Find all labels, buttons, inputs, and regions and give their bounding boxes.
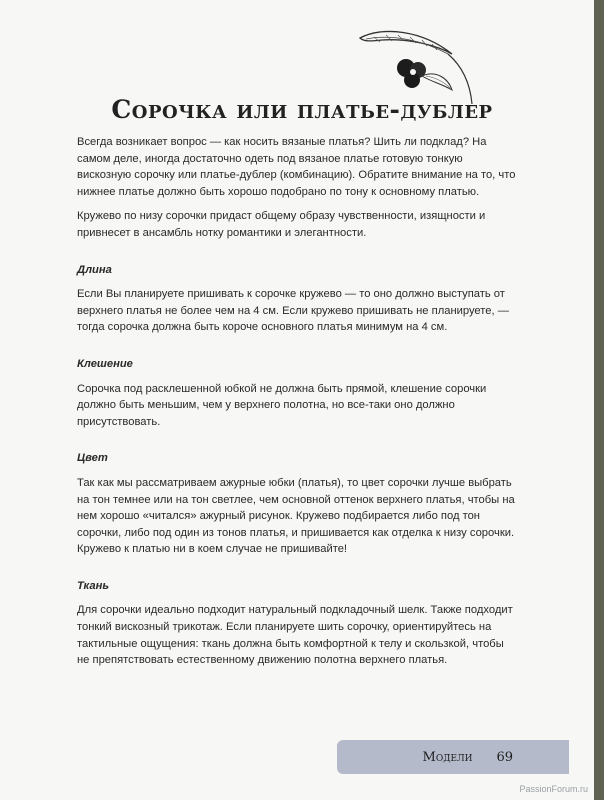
watermark: PassionForum.ru — [519, 784, 588, 794]
page-number: 69 — [496, 749, 513, 765]
section-text-fabric: Для сорочки идеально подходит натуральный подкладочный шелк. Также подходит тонкий вискозный трикотаж. Если планируете шить сорочку, ориентируйтесь на тактильные ощущения: ткань должна быть комфортной к телу и скользкой, чтобы не препятствовать естественному движению полотна верхнего платья. — [77, 604, 513, 667]
section-text-color: Так как мы рассматриваем ажурные юбки (платья), то цвет сорочки лучше выбрать на тон темнее или на тон светлее, чем основной оттенок верхнего платья, чтобы на нем хорошо «читался» ажурный рисунок. Кружево подбирается либо под тон сорочки, либо под один из тонов платья, и пришивается как отделка к низу сорочки. Кружево к платью ни в коем случае не пришивайте! — [77, 476, 515, 556]
section-text-length: Если Вы планируете пришивать к сорочке кружево — то оно должно выступать от верхнего платья не более чем на 4 см. Если кружево пришивать не планируете, — тогда сорочка должна быть короче основного платья минимум на 4 см. — [77, 288, 509, 334]
section-heading-fabric: Ткань — [77, 579, 109, 592]
footer-bar — [337, 740, 569, 774]
page-title: Сорочка или платье-дублер — [111, 95, 493, 124]
article-body — [77, 134, 519, 677]
section-heading-color: Цвет — [77, 452, 108, 465]
section-heading-length: Длина — [77, 263, 112, 276]
section-heading-flare: Клешение — [77, 357, 133, 370]
intro-paragraph: Всегда возникает вопрос — как носить вязаные платья? Шить ли подклад? На самом деле, иногда достаточно одеть под вязаное платье готовую тонкую вискозную сорочку или платье-дублер (комбинацию). Обратите внимание на то, что нижнее платье должно быть хорошо подобрано по тону к основному платью. — [77, 136, 516, 198]
footer-section-label: Модели — [422, 749, 473, 765]
intro-paragraph: Кружево по низу сорочки придаст общему образу чувственности, изящности и привнесет в ансамбль нотку романтики и элегантности. — [77, 210, 486, 239]
section-text-flare: Сорочка под расклешенной юбкой не должна быть прямой, клешение сорочки должно быть меньшим, чем у верхнего полотна, но все-таки оно должно присутствовать. — [77, 382, 487, 428]
